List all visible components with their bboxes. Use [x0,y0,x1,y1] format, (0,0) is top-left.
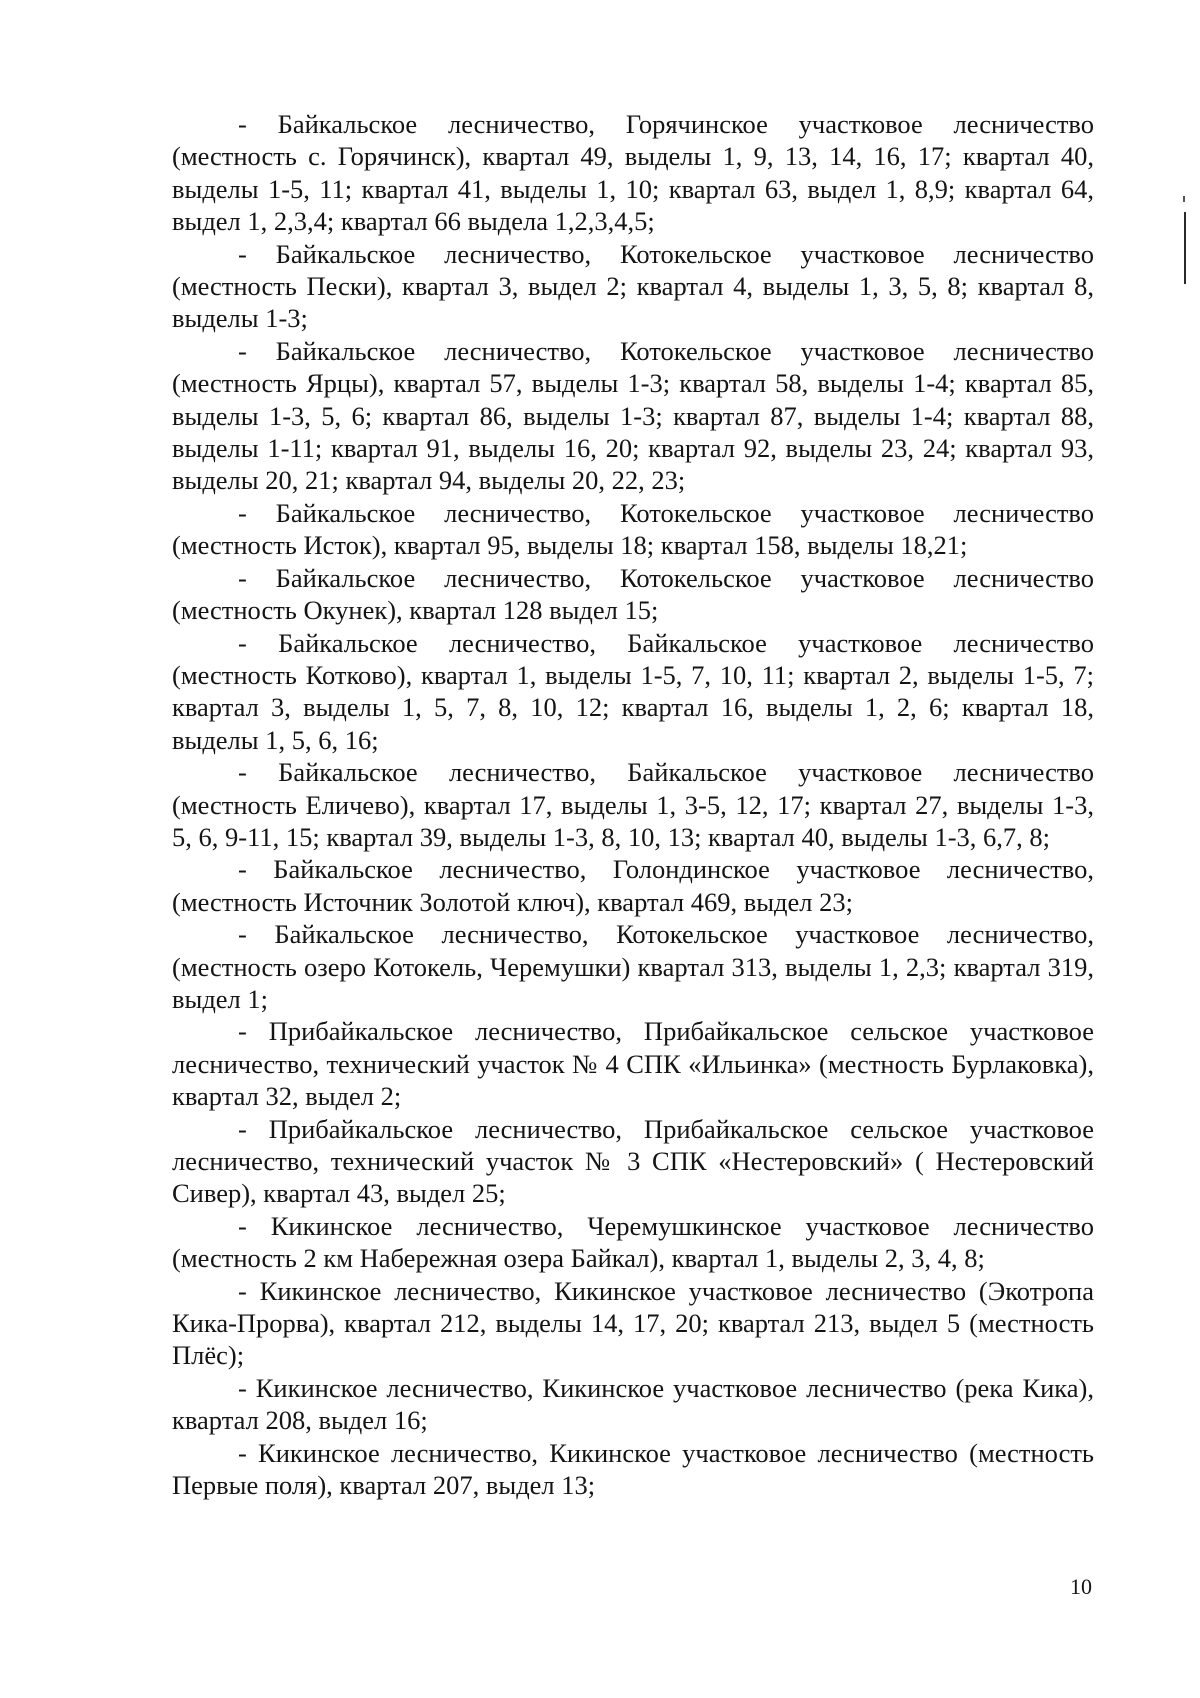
page-number: 10 [1070,1574,1092,1599]
list-item: - Байкальское лесничество, Котокельское участковое лесничество (местность Ярцы), квартал 57, выделы 1-3; квартал 58, выделы 1-4; квартал 85, выделы 1-3, 5, 6; квартал 86, выделы 1-3; квартал 87, выделы 1-4; квартал 88, выделы 1-11; квартал 91, выделы 16, 20; квартал 92, выделы 23, 24; квартал 93, выделы 20, 21; квартал 94, выделы 20, 22, 23; [172,335,1094,496]
scan-artifact [1183,196,1185,202]
list-item: - Байкальское лесничество, Горячинское участковое лесничество (местность с. Горячинск), квартал 49, выделы 1, 9, 13, 14, 16, 17; квартал 40, выделы 1-5, 11; квартал 41, выделы 1, 10; квартал 63, выдел 1, 8,9; квартал 64, выдел 1, 2,3,4; квартал 66 выдела 1,2,3,4,5; [172,109,1094,237]
list-item: - Байкальское лесничество, Байкальское участковое лесничество (местность Котково), квартал 1, выделы 1-5, 7, 10, 11; квартал 2, выделы 1-5, 7; квартал 3, выделы 1, 5, 7, 8, 10, 12; квартал 16, выделы 1, 2, 6; квартал 18, выделы 1, 5, 6, 16; [172,627,1094,755]
list-item: - Байкальское лесничество, Котокельское участковое лесничество (местность Исток), квартал 95, выделы 18; квартал 158, выделы 18,21; [172,497,1094,561]
list-item: - Байкальское лесничество, Котокельское участковое лесничество (местность Пески), квартал 3, выдел 2; квартал 4, выделы 1, 3, 5, 8; квартал 8, выделы 1-3; [172,238,1094,334]
list-item: - Кикинское лесничество, Кикинское участковое лесничество (Экотропа Кика-Прорва), квартал 212, выделы 14, 17, 20; квартал 213, выдел 5 (местность Плёс); [172,1275,1094,1371]
list-item: - Прибайкальское лесничество, Прибайкальское сельское участковое лесничество, технический участок № 4 СПК «Ильинка» (местность Бурлаковка), квартал 32, выдел 2; [172,1016,1094,1112]
list-item: - Байкальское лесничество, Котокельское участковое лесничество (местность Окунек), квартал 128 выдел 15; [172,562,1094,626]
scan-artifact [1184,212,1186,284]
list-item: - Байкальское лесничество, Котокельское участковое лесничество, (местность озеро Котокель, Черемушки) квартал 313, выделы 1, 2,3; квартал 319, выдел 1; [172,919,1094,1014]
list-item: - Кикинское лесничество, Кикинское участковое лесничество (местность Первые поля), квартал 207, выдел 13; [172,1437,1094,1501]
list-item: - Байкальское лесничество, Голондинское участковое лесничество, (местность Источник Золотой ключ), квартал 469, выдел 23; [172,854,1094,917]
document-body [172,108,1094,1501]
list-item: - Байкальское лесничество, Байкальское участковое лесничество (местность Еличево), квартал 17, выделы 1, 3-5, 12, 17; квартал 27, выделы 1-3, 5, 6, 9-11, 15; квартал 39, выделы 1-3, 8, 10, 13; квартал 40, выделы 1-3, 6,7, 8; [172,757,1094,852]
list-item: - Кикинское лесничество, Черемушкинское участковое лесничество (местность 2 км Набережная озера Байкал), квартал 1, выделы 2, 3, 4, 8; [172,1210,1094,1274]
list-item: - Прибайкальское лесничество, Прибайкальское сельское участковое лесничество, технический участок № 3 СПК «Нестеровский» ( Нестеровский Сивер), квартал 43, выдел 25; [172,1113,1094,1209]
list-item: - Кикинское лесничество, Кикинское участковое лесничество (река Кика), квартал 208, выдел 16; [172,1372,1094,1436]
